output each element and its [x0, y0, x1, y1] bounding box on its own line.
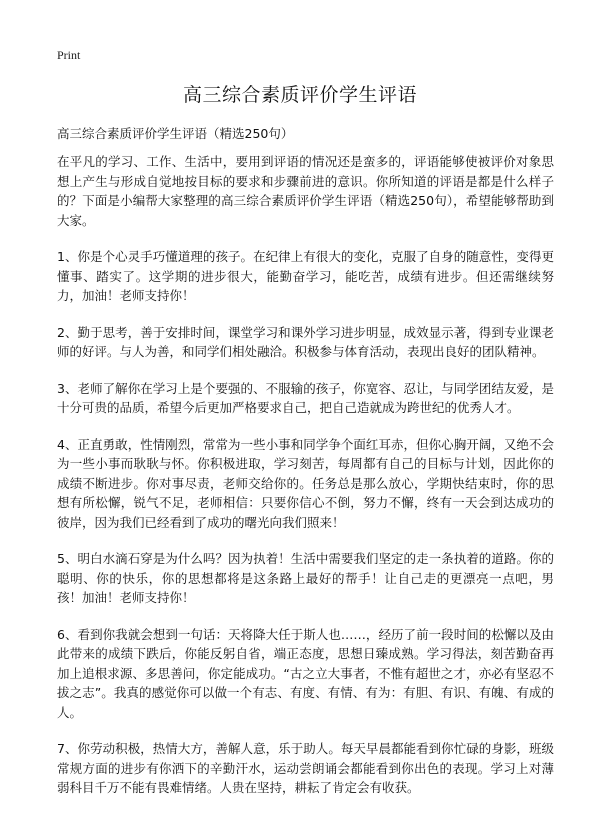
comment-paragraph-5: 5、明白水滴石穿是为什么吗？因为执着！生活中需要我们坚定的走一条执着的道路。你的聪明、你的快乐，你的思想都将是这条路上最好的帮手！让自己走的更漂亮一点吧，男孩！加油！老师支持你！ — [57, 551, 554, 605]
comment-paragraph-2: 2、勤于思考，善于安排时间，课堂学习和课外学习进步明显，成效显示著，得到专业课老师的好评。与人为善，和同学们相处融洽。积极参与体育活动，表现出良好的团队精神。 — [57, 324, 554, 359]
comment-paragraph-7: 7、你劳动积极，热情大方，善解人意，乐于助人。每天早晨都能看到你忙碌的身影，班级常规方面的进步有你洒下的辛勤汗水，运动尝朗诵会都能看到你出色的表现。学习上对薄弱科目千万不能有畏难情绪。人贵在坚持，耕耘了肯定会有收获。 — [57, 741, 554, 795]
comment-paragraph-4: 4、正直勇敢，性情刚烈，常常为一些小事和同学争个面红耳赤，但你心胸开阔，又绝不会为一些小事而耿耿与怀。你积极进取，学习刻苦，每周都有自己的目标与计划，因此你的成绩不断进步。你对事尽责，老师交给你的。任务总是那么放心，学期快结束时，你的思想有所松懈，锐气不足，老师相信：只要你信心不倒，努力不懈，终有一天会到达成功的彼岸，因为我们已经看到了成功的曙光向我们照来！ — [57, 436, 554, 530]
comment-paragraph-1: 1、你是个心灵手巧懂道理的孩子。在纪律上有很大的变化，克服了自身的随意性，变得更懂事、踏实了。这学期的进步很大，能勤奋学习，能吃苦，成绩有进步。但还需继续努力，加油！老师支持你！ — [57, 249, 554, 303]
print-link[interactable]: Print — [57, 48, 81, 62]
page-title: 高三综合素质评价学生评语 — [182, 84, 417, 106]
comment-paragraph-3: 3、老师了解你在学习上是个要强的、不服输的孩子，你宽容、忍让，与同学团结友爱，是十分可贵的品质，希望今后更加严格要求自己，把自己造就成为跨世纪的优秀人才。 — [57, 380, 554, 415]
document-subtitle: 高三综合素质评价学生评语（精选250句） — [57, 126, 294, 141]
comment-paragraph-6: 6、看到你我就会想到一句话：天将降大任于斯人也……，经历了前一段时间的松懈以及由此带来的成绩下跌后，你能反躬自省，端正态度，思想日臻成熟。学习得法，刻苦勤奋再加上追根求源、多思善问，你定能成功。“古之立大事者，不惟有超世之才，亦必有坚忍不拔之志”。我真的感觉你可以做一个有志、有度、有情、有为：有胆、有识、有魄、有成的人。 — [57, 626, 554, 720]
document-body — [57, 152, 554, 815]
intro-paragraph: 在平凡的学习、工作、生活中，要用到评语的情况还是蛮多的，评语能够使被评价对象思想上产生与形成自觉地按目标的要求和步骤前进的意识。你所知道的评语是都是什么样子的？下面是小编帮大家整理的高三综合素质评价学生评语（精选250句），希望能够帮助到大家。 — [57, 154, 554, 228]
